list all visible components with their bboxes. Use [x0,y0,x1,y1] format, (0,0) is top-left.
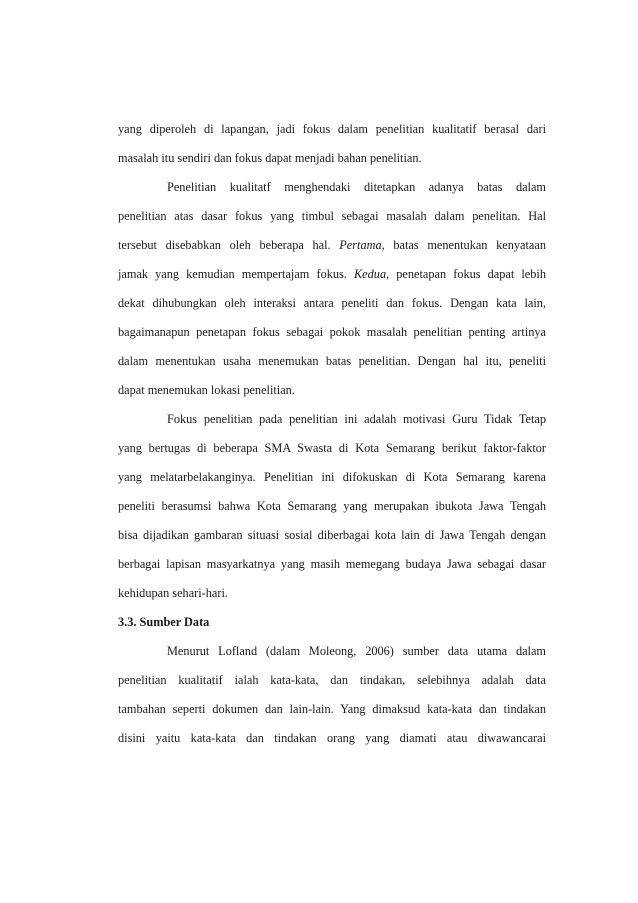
text-line: Menurut Lofland (dalam Moleong, 2006) sumber data utama dalam [167,644,546,658]
text-line: bagaimanapun penetapan fokus sebagai pokok masalah penelitian penting artinya [118,325,546,339]
section-heading: 3.3. Sumber Data [118,615,210,629]
text-line: penelitian kualitatif ialah kata-kata, dan tindakan, selebihnya adalah data [118,673,546,687]
text-line: peneliti berasumsi bahwa Kota Semarang yang merupakan ibukota Jawa Tengah [118,499,546,513]
text-line: berbagai lapisan masyarkatnya yang masih memegang budaya Jawa sebagai dasar [118,557,546,571]
italic-term-kedua: Kedua [353,267,387,281]
text-line: masalah itu sendiri dan fokus dapat menjadi bahan penelitian. [118,151,422,165]
text-line: Fokus penelitian pada penelitian ini adalah motivasi Guru Tidak Tetap [167,412,546,426]
text-line: dekat dihubungkan oleh interaksi antara peneliti dan fokus. Dengan kata lain, [118,296,546,310]
text-line: dapat menemukan lokasi penelitian. [118,383,295,397]
text-line: dalam menentukan usaha menemukan batas penelitian. Dengan hal itu, peneliti [118,354,546,368]
text-span: tersebut disebabkan oleh beberapa hal. [118,238,340,252]
text-line: yang diperoleh di lapangan, jadi fokus dalam penelitian kualitatif berasal dari [118,122,546,136]
text-line: Penelitian kualitatf menghendaki ditetapkan adanya batas dalam [167,180,546,194]
text-line: yang melatarbelakanginya. Penelitian ini difokuskan di Kota Semarang karena [118,470,546,484]
text-line [118,237,546,266]
text-line: tambahan seperti dokumen dan lain-lain. Yang dimaksud kata-kata dan tindakan [118,702,546,716]
text-line: disini yaitu kata-kata dan tindakan orang yang diamati atau diwawancarai [118,731,546,745]
text-line: bisa dijadikan gambaran situasi sosial diberbagai kota lain di Jawa Tengah dengan [118,528,546,542]
text-line: penelitian atas dasar fokus yang timbul sebagai masalah dalam penelitan. Hal [118,209,546,223]
text-line: yang bertugas di beberapa SMA Swasta di Kota Semarang berikut faktor-faktor [118,441,546,455]
italic-term-pertama: Pertama [339,238,382,252]
body-text [118,121,546,759]
text-span: jamak yang kemudian mempertajam fokus. [118,267,354,281]
text-span: , batas menentukan kenyataan [381,238,546,252]
text-line: kehidupan sehari-hari. [118,586,228,600]
text-span: , penetapan fokus dapat lebih [386,267,546,281]
text-line [118,266,546,295]
